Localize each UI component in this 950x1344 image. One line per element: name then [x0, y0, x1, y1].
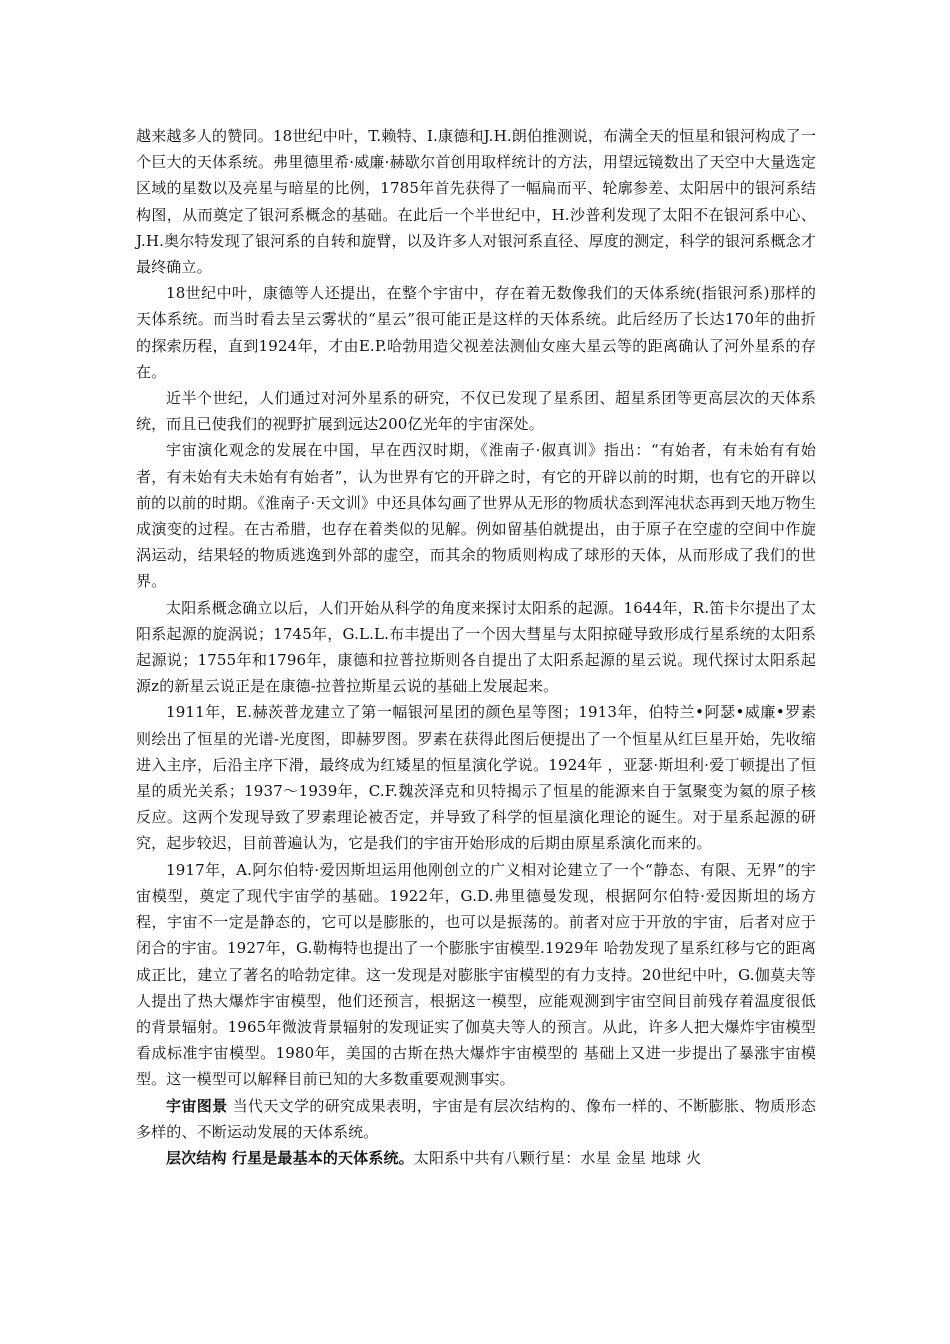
subheading-hierarchy: 行星是最基本的天体系统。 — [226, 1148, 414, 1167]
text-hierarchy: 太阳系中共有八颗行星：水星 金星 地球 火 — [413, 1148, 702, 1167]
paragraph-half-century: 近半个世纪，人们通过对河外星系的研究，不仅已发现了星系团、超星系团等更高层次的天体系统，而且已使我们的视野扩展到远达200亿光年的宇宙深处。 — [136, 389, 816, 434]
document-body — [136, 123, 816, 1171]
paragraph-galaxy-concept: 越来越多人的赞同。18世纪中叶，T.赖特、I.康德和J.H.朗伯推测说，布满全天的恒星和银河构成了一个巨大的天体系统。弗里德里希·威廉·赫歇尔首创用取样统计的方法，用望远镜数出了天空中大量选定区域的星数以及亮星与暗星的比例，1785年首先获得了一幅扁而平、轮廓参差、太阳居中的银河系结构图，从而奠定了银河系概念的基础。在此后一个半世纪中，H.沙普利发现了太阳不在银河系中心、J.H.奥尔特发现了银河系的自转和旋臂，以及许多人对银河系直径、厚度的测定，科学的银河系概念才最终确立。 — [136, 127, 816, 277]
paragraph-hierarchy — [136, 1145, 816, 1171]
paragraph-evolution-china: 宇宙演化观念的发展在中国，早在西汉时期，《淮南子·俶真训》指出：“有始者，有未始有有始者，有未始有夫未始有有始者”，认为世界有它的开辟之时，有它的开辟以前的时期，也有它的开辟以前的以前的时期。《淮南子·天文训》中还具体勾画了世界从无形的物质状态到浑沌状态再到天地万物生成演变的过程。在古希腊，也存在着类似的见解。例如留基伯就提出，由于原子在空虚的空间中作旋涡运动，结果轻的物质逃逸到外部的虚空，而其余的物质则构成了球形的天体，从而形成了我们的世界。 — [136, 441, 816, 591]
text-cosmos-picture: 当代天文学的研究成果表明，宇宙是有层次结构的、像布一样的、不断膨胀、物质形态多样的、不断运动发展的天体系统。 — [136, 1096, 816, 1141]
paragraph-cosmology-models: 1917年，A.阿尔伯特·爱因斯坦运用他刚创立的广义相对论建立了一个“静态、有限、无界”的宇宙模型，奠定了现代宇宙学的基础。1922年，G.D.弗里德曼发现，根据阿尔伯特·爱因斯坦的场方程，宇宙不一定是静态的，它可以是膨胀的，也可以是振荡的。前者对应于开放的宇宙，后者对应于闭合的宇宙。1927年，G.勒梅特也提出了一个膨胀宇宙模型.1929年 哈勃发现了星系红移与它的距离成正比，建立了著名的哈勃定律。这一发现是对膨胀宇宙模型的有力支持。20世纪中叶，G.伽莫夫等人提出了热大爆炸宇宙模型，他们还预言，根据这一模型，应能观测到宇宙空间目前残存着温度很低的背景辐射。1965年微波背景辐射的发现证实了伽莫夫等人的预言。从此，许多人把大爆炸宇宙模型看成标准宇宙模型。1980年，美国的古斯在热大爆炸宇宙模型的 基础上又进一步提出了暴涨宇宙模型。这一模型可以解释目前已知的大多数重要观测事实。 — [136, 860, 816, 1089]
paragraph-extragalactic: 18世纪中叶，康德等人还提出，在整个宇宙中，存在着无数像我们的天体系统(指银河系)那样的天体系统。而当时看去呈云雾状的“星云”很可能正是这样的天体系统。此后经历了长达170年的曲折的探索历程，直到1924年，才由E.P.哈勃用造父视差法测仙女座大星云等的距离确认了河外星系的存在。 — [136, 284, 816, 381]
heading-hierarchy: 层次结构 — [166, 1148, 227, 1167]
paragraph-solar-system-origin: 太阳系概念确立以后，人们开始从科学的角度来探讨太阳系的起源。1644年，R.笛卡尔提出了太阳系起源的旋涡说；1745年，G.L.L.布丰提出了一个因大彗星与太阳掠碰导致形成行星系统的太阳系起源说；1755年和1796年，康德和拉普拉斯则各自提出了太阳系起源的星云说。现代探讨太阳系起源z的新星云说正是在康德-拉普拉斯星云说的基础上发展起来。 — [136, 598, 816, 696]
paragraph-cosmos-picture — [136, 1093, 816, 1145]
paragraph-stellar-evolution: 1911年，E.赫茨普龙建立了第一幅银河星团的颜色星等图；1913年，伯特兰•阿瑟•威廉•罗素则绘出了恒星的光谱-光度图，即赫罗图。罗素在获得此图后便提出了一个恒星从红巨星开始，先收缩进入主序，后沿主序下滑，最终成为红矮星的恒星演化学说。1924年 ，亚瑟·斯坦利·爱丁顿提出了恒星的质光关系；1937～1939年，C.F.魏茨泽克和贝特揭示了恒星的能源来自于氢聚变为氦的原子核反应。这两个发现导致了罗素理论被否定，并导致了科学的恒星演化理论的诞生。对于星系起源的研究，起步较迟，目前普遍认为，它是我们的宇宙开始形成的后期由原星系演化而来的。 — [136, 703, 816, 853]
heading-cosmos-picture: 宇宙图景 — [166, 1096, 228, 1115]
